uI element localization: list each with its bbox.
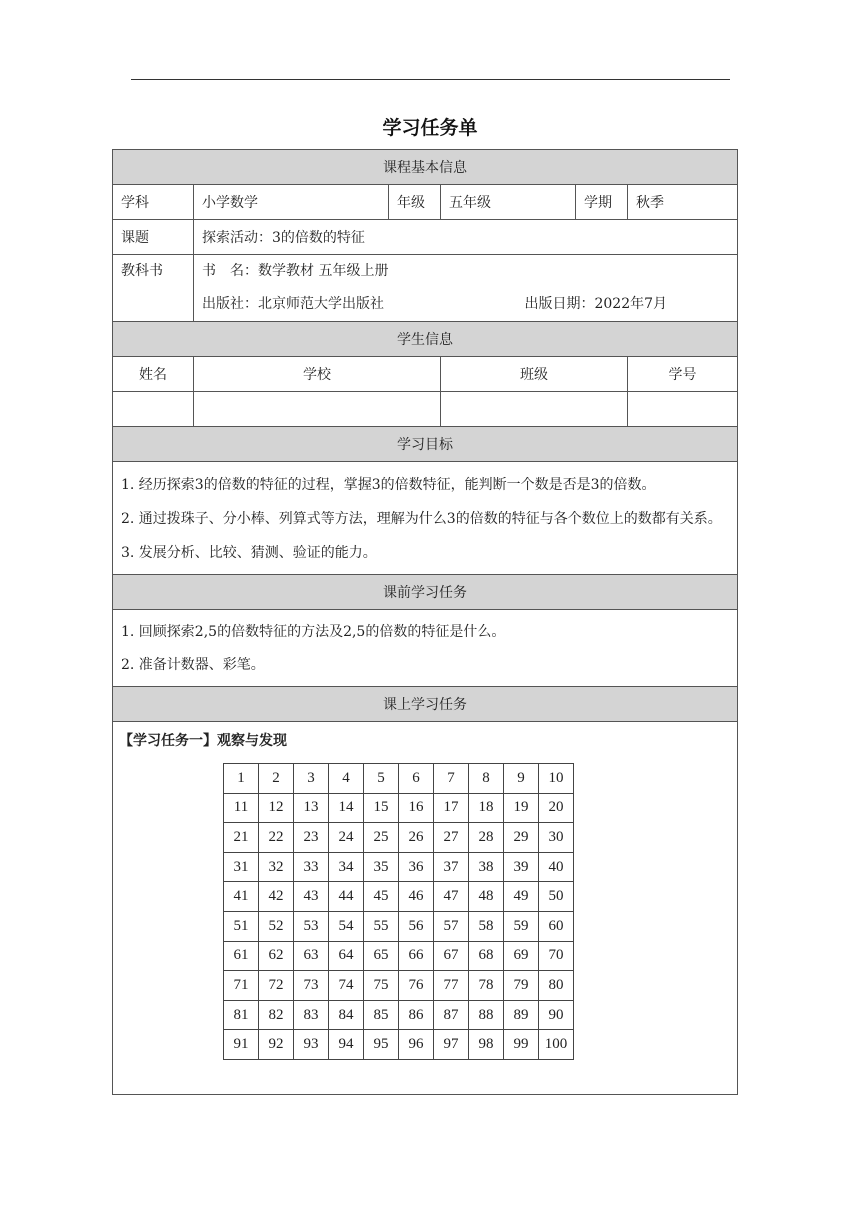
section-course-info: 课程基本信息 [113,150,738,185]
term-value: 秋季 [628,185,738,220]
grid-cell: 71 [224,971,259,1001]
pre-tasks-list [113,610,738,687]
grid-row [224,823,574,853]
grid-cell: 1 [224,764,259,794]
student-school-header: 学校 [194,357,441,392]
grid-cell: 29 [504,823,539,853]
grid-cell: 88 [469,1000,504,1030]
grid-cell: 9 [504,764,539,794]
grid-cell: 16 [399,793,434,823]
grade-value: 五年级 [441,185,576,220]
student-name-header: 姓名 [113,357,194,392]
grid-cell: 62 [259,941,294,971]
grid-cell: 75 [364,971,399,1001]
grid-cell: 10 [539,764,574,794]
grid-row [224,1030,574,1060]
topic-value: 探索活动：3的倍数的特征 [194,220,738,255]
grid-cell: 50 [539,882,574,912]
grid-row [224,882,574,912]
grid-cell: 95 [364,1030,399,1060]
grid-cell: 20 [539,793,574,823]
grid-cell: 6 [399,764,434,794]
grid-cell: 73 [294,971,329,1001]
grid-cell: 91 [224,1030,259,1060]
grid-cell: 21 [224,823,259,853]
grid-cell: 47 [434,882,469,912]
grid-cell: 96 [399,1030,434,1060]
textbook-info [194,255,738,322]
grid-cell: 54 [329,911,364,941]
task-sheet-table [112,149,738,1095]
section-goals: 学习目标 [113,427,738,462]
subject-label: 学科 [113,185,194,220]
grid-cell: 46 [399,882,434,912]
grid-cell: 82 [259,1000,294,1030]
grid-cell: 93 [294,1030,329,1060]
grid-cell: 18 [469,793,504,823]
grid-row [224,793,574,823]
grid-row [224,764,574,794]
hundred-grid [223,763,574,1060]
document-title: 学习任务单 [382,117,478,139]
grid-cell: 8 [469,764,504,794]
grid-cell: 89 [504,1000,539,1030]
grid-cell: 67 [434,941,469,971]
grid-cell: 26 [399,823,434,853]
grid-cell: 32 [259,852,294,882]
grid-cell: 38 [469,852,504,882]
grid-cell: 22 [259,823,294,853]
grid-cell: 92 [259,1030,294,1060]
grid-cell: 35 [364,852,399,882]
grid-row [224,1000,574,1030]
grid-cell: 4 [329,764,364,794]
grid-cell: 45 [364,882,399,912]
grid-cell: 28 [469,823,504,853]
student-name-cell[interactable] [113,392,194,427]
grid-cell: 98 [469,1030,504,1060]
grid-cell: 83 [294,1000,329,1030]
grid-cell: 57 [434,911,469,941]
grid-cell: 90 [539,1000,574,1030]
grid-cell: 79 [504,971,539,1001]
grid-cell: 86 [399,1000,434,1030]
grid-cell: 2 [259,764,294,794]
goal-item: 1. 经历探索3的倍数的特征的过程，掌握3的倍数特征，能判断一个数是否是3的倍数。 [121,477,656,493]
grid-cell: 59 [504,911,539,941]
grid-cell: 36 [399,852,434,882]
grid-cell: 41 [224,882,259,912]
student-school-cell[interactable] [194,392,441,427]
header-rule [131,79,730,80]
grid-cell: 69 [504,941,539,971]
grid-cell: 49 [504,882,539,912]
grid-cell: 40 [539,852,574,882]
grid-cell: 99 [504,1030,539,1060]
section-class-tasks: 课上学习任务 [113,687,738,722]
grid-cell: 76 [399,971,434,1001]
student-class-header: 班级 [441,357,628,392]
grid-cell: 33 [294,852,329,882]
grid-cell: 66 [399,941,434,971]
textbook-label [113,255,194,322]
grid-cell: 53 [294,911,329,941]
section-pre-tasks: 课前学习任务 [113,575,738,610]
topic-label: 课题 [113,220,194,255]
grid-cell: 85 [364,1000,399,1030]
grid-cell: 70 [539,941,574,971]
grid-cell: 97 [434,1030,469,1060]
grid-cell: 78 [469,971,504,1001]
grid-cell: 60 [539,911,574,941]
grid-cell: 39 [504,852,539,882]
grid-cell: 48 [469,882,504,912]
grid-row [224,852,574,882]
pre-task-item: 1. 回顾探索2,5的倍数特征的方法及2,5的倍数的特征是什么。 [121,624,506,640]
grid-cell: 17 [434,793,469,823]
grid-cell: 3 [294,764,329,794]
grid-cell: 55 [364,911,399,941]
grid-cell: 24 [329,823,364,853]
grid-cell: 72 [259,971,294,1001]
grid-cell: 74 [329,971,364,1001]
goal-item: 2. 通过拨珠子、分小棒、列算式等方法，理解为什么3的倍数的特征与各个数位上的数都有关系。 [121,511,722,527]
grid-cell: 23 [294,823,329,853]
goals-list [113,462,738,575]
grid-cell: 13 [294,793,329,823]
grid-cell: 15 [364,793,399,823]
student-id-cell[interactable] [628,392,738,427]
grid-cell: 63 [294,941,329,971]
grid-cell: 68 [469,941,504,971]
grid-cell: 58 [469,911,504,941]
grid-cell: 80 [539,971,574,1001]
grid-cell: 81 [224,1000,259,1030]
grid-cell: 19 [504,793,539,823]
publish-date: 出版日期：2022年7月 [524,296,668,312]
grid-cell: 14 [329,793,364,823]
subject-value: 小学数学 [194,185,389,220]
grid-cell: 25 [364,823,399,853]
grid-cell: 64 [329,941,364,971]
student-id-header: 学号 [628,357,738,392]
grid-cell: 12 [259,793,294,823]
grid-cell: 52 [259,911,294,941]
book-name: 书 名：数学教材 五年级上册 [202,263,389,279]
grade-label: 年级 [389,185,441,220]
publisher: 出版社：北京师范大学出版社 [202,296,384,312]
class-task-area [113,722,738,1095]
grid-cell: 65 [364,941,399,971]
grid-cell: 44 [329,882,364,912]
grid-cell: 11 [224,793,259,823]
section-student-info: 学生信息 [113,322,738,357]
grid-cell: 87 [434,1000,469,1030]
goal-item: 3. 发展分析、比较、猜测、验证的能力。 [121,545,377,561]
textbook-label-text: 教科书 [121,263,163,279]
grid-row [224,911,574,941]
task1-title: 【学习任务一】观察与发现 [119,733,287,749]
grid-cell: 30 [539,823,574,853]
grid-cell: 5 [364,764,399,794]
grid-row [224,941,574,971]
student-class-cell[interactable] [441,392,628,427]
grid-cell: 43 [294,882,329,912]
grid-row [224,971,574,1001]
term-label: 学期 [576,185,628,220]
pre-task-item: 2. 准备计数器、彩笔。 [121,657,265,673]
grid-cell: 100 [539,1030,574,1060]
grid-cell: 34 [329,852,364,882]
grid-cell: 31 [224,852,259,882]
grid-cell: 77 [434,971,469,1001]
grid-cell: 51 [224,911,259,941]
grid-cell: 7 [434,764,469,794]
grid-cell: 37 [434,852,469,882]
grid-cell: 27 [434,823,469,853]
grid-cell: 56 [399,911,434,941]
grid-cell: 84 [329,1000,364,1030]
grid-cell: 61 [224,941,259,971]
grid-cell: 94 [329,1030,364,1060]
grid-cell: 42 [259,882,294,912]
